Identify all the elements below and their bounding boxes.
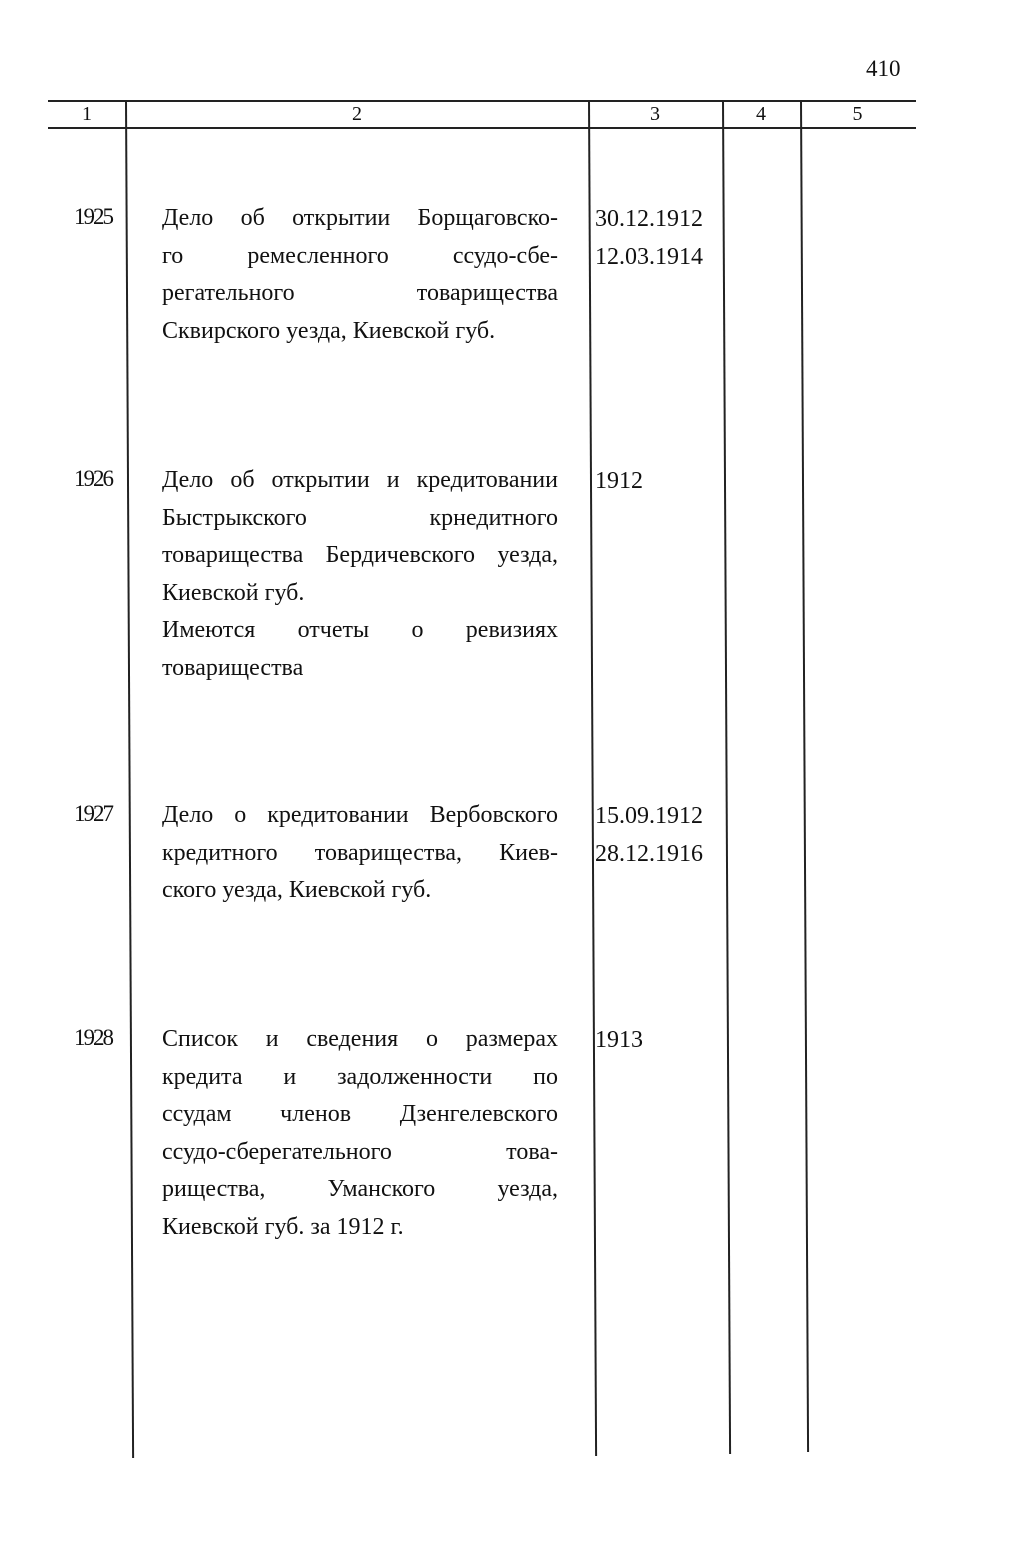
record-number: 1927 bbox=[74, 801, 112, 826]
description-line: товарищества bbox=[162, 654, 304, 681]
record-dates bbox=[595, 200, 703, 276]
record-description bbox=[162, 200, 558, 350]
description-line: го ремесленного ссудо-сбе- bbox=[162, 242, 558, 269]
date: 30.12.1912 bbox=[595, 206, 703, 232]
column-divider-1 bbox=[125, 100, 134, 1458]
record-description bbox=[162, 1021, 558, 1246]
header-col-3: 3 bbox=[650, 103, 660, 125]
date: 28.12.1916 bbox=[595, 841, 703, 867]
date: 1912 bbox=[595, 468, 643, 494]
record-number: 1925 bbox=[74, 204, 112, 229]
header-col-2: 2 bbox=[352, 103, 362, 125]
header-bottom-rule bbox=[48, 127, 916, 129]
description-line: Дело об открытии Борщаговско- bbox=[162, 205, 558, 231]
record-description bbox=[162, 797, 558, 910]
column-divider-3 bbox=[722, 100, 731, 1454]
description-line: ссудо-сберегательного това- bbox=[162, 1138, 558, 1165]
description-line: ского уезда, Киевской губ. bbox=[162, 877, 432, 903]
record-dates bbox=[595, 1021, 643, 1059]
table-top-rule bbox=[48, 100, 916, 102]
record-number: 1928 bbox=[74, 1025, 112, 1050]
header-col-4: 4 bbox=[756, 103, 766, 125]
record-dates bbox=[595, 462, 643, 500]
column-divider-2 bbox=[588, 100, 597, 1456]
description-line: товарищества Бердичевского уезда, bbox=[162, 542, 558, 568]
description-line: Дело о кредитовании Вербовского bbox=[162, 802, 558, 828]
description-line: Киевской губ. за 1912 г. bbox=[162, 1213, 404, 1240]
description-line: кредита и задолженности по bbox=[162, 1063, 558, 1090]
description-line: Быстрыкского крнедитного bbox=[162, 504, 558, 531]
description-line: регательного товарищества bbox=[162, 280, 558, 306]
date: 12.03.1914 bbox=[595, 244, 703, 270]
description-line: ссудам членов Дзенгелевского bbox=[162, 1101, 558, 1127]
description-line: Сквирского уезда, Киевской губ. bbox=[162, 317, 496, 344]
description-line: Дело об открытии и кредитовании bbox=[162, 467, 558, 493]
date: 1913 bbox=[595, 1027, 643, 1053]
record-description bbox=[162, 462, 558, 687]
page-number: 410 bbox=[866, 56, 901, 81]
description-line: кредитного товарищества, Киев- bbox=[162, 839, 558, 866]
description-line: рищества, Уманского уезда, bbox=[162, 1176, 558, 1202]
header-col-5: 5 bbox=[852, 103, 863, 125]
header-col-1: 1 bbox=[82, 103, 92, 125]
record-number: 1926 bbox=[74, 466, 112, 491]
description-line: Киевской губ. bbox=[162, 579, 305, 606]
description-line: Список и сведения о размерах bbox=[162, 1026, 558, 1052]
record-dates bbox=[595, 797, 703, 873]
date: 15.09.1912 bbox=[595, 803, 703, 829]
column-divider-4 bbox=[800, 100, 809, 1452]
description-line: Имеются отчеты о ревизиях bbox=[162, 617, 558, 643]
